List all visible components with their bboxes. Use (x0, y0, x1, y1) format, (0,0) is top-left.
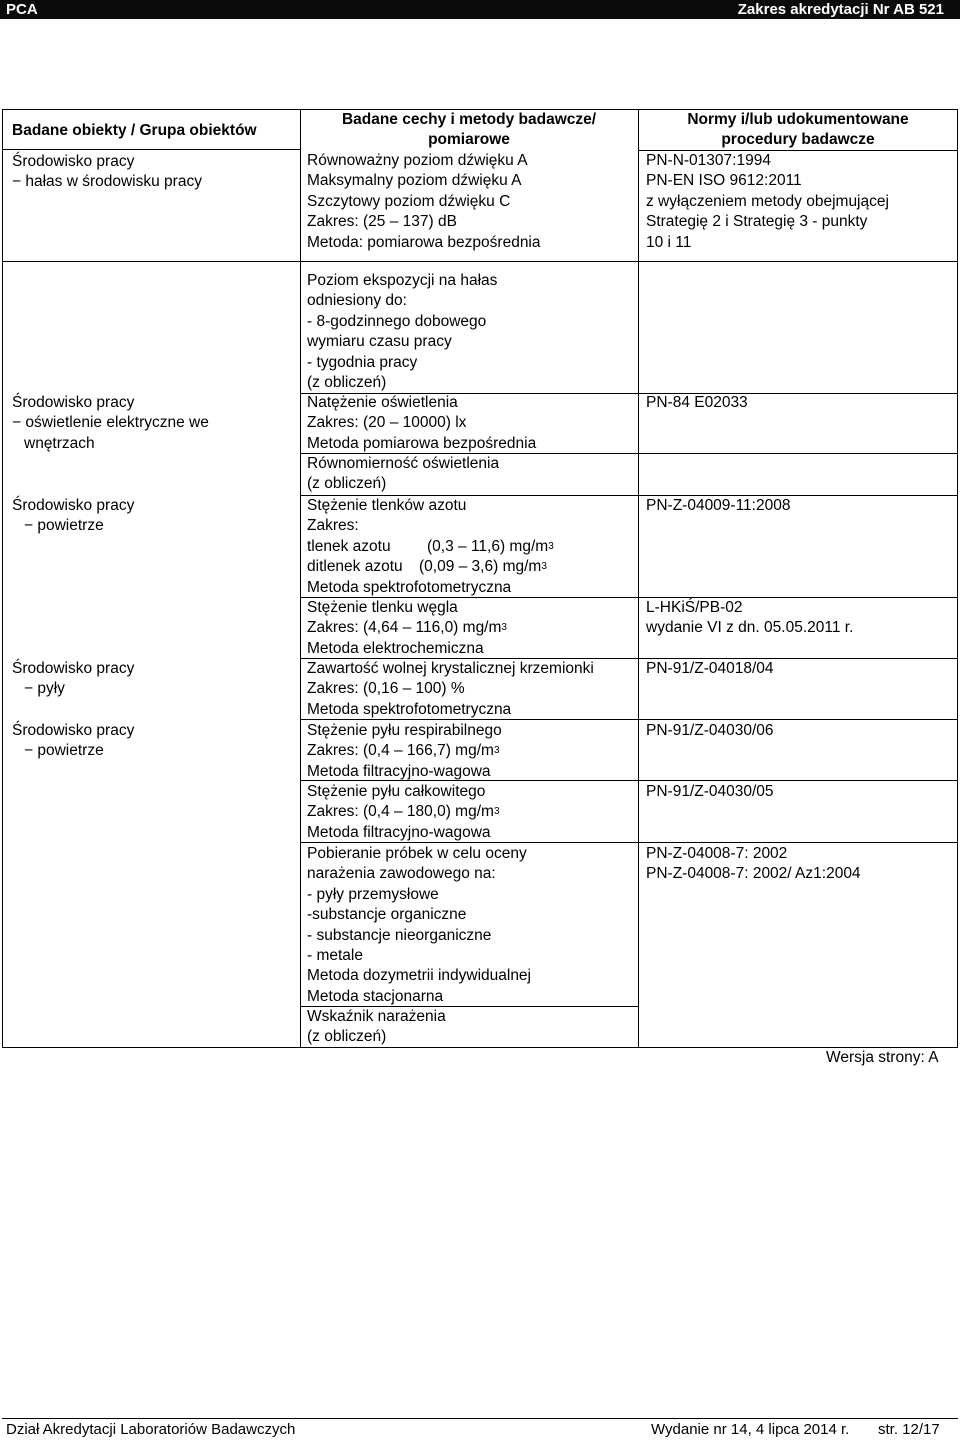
method-nitrogen-oxides: Stężenie tlenków azotu Zakres: tlenek azotu (0,3 – 11,6) $mg/m^3$ ditlenek azotu (0,09 – 3,6) $mg/m^3$ Metoda spektrofotometryczna (307, 497, 554, 596)
norm-total-dust: PN-91/Z-04030/05 (646, 783, 774, 800)
table-border (957, 109, 958, 1048)
norm-illuminance: PN-84 E02033 (646, 394, 748, 411)
table-border (300, 109, 301, 1048)
table-border (2, 109, 3, 1048)
norm-respirable-dust: PN-91/Z-04030/06 (646, 722, 774, 739)
org-short-name: PCA (6, 1, 38, 18)
table-border (2, 149, 300, 150)
method-noise: Równoważny poziom dźwięku A Maksymalny poziom dźwięku A Szczytowy poziom dźwięku C Zakres: (25 – 137) dB Metoda: pomiarowa bezpośrednia (307, 152, 541, 251)
method-sampling: Pobieranie próbek w celu oceny narażenia zawodowego na: - pyły przemysłowe -substancje organiczne - substancje nieorganiczne - metale Metoda dozymetrii indywidualnej Metoda stacjonarna (307, 845, 532, 1005)
method-carbon-monoxide: Stężenie tlenku węgla Zakres: (4,64 – 116,0) $mg/m^3$ Metoda elektrochemiczna (307, 599, 507, 657)
norm-sampling: PN-Z-04008-7: 2002 PN-Z-04008-7: 2002/ Az1:2004 (646, 845, 861, 883)
object-dust: Środowisko pracy − pyły (12, 660, 135, 698)
method-noise-exposure: Poziom ekspozycji na hałas odniesiony do: - 8-godzinnego dobowego wymiaru czasu pracy - tygodnia pracy (z obliczeń) (307, 272, 498, 392)
norm-silica: PN-91/Z-04018/04 (646, 660, 774, 677)
document-header-bar (0, 0, 960, 19)
method-uniformity: Równomierność oświetlenia (z obliczeń) (307, 455, 500, 493)
header-objects: Badane obiekty / Grupa obiektów (12, 122, 257, 139)
footer-organization: Dział Akredytacji Laboratoriów Badawczych (6, 1421, 296, 1438)
norm-noise: PN-N-01307:1994 PN-EN ISO 9612:2011 z wyłączeniem metody obejmującej Strategię 2 i Strategię 3 - punkty 10 i 11 (646, 152, 889, 251)
norm-nitrogen-oxides: PN-Z-04009-11:2008 (646, 497, 791, 514)
page-version: Wersja strony: A (826, 1049, 939, 1066)
footer-edition: Wydanie nr 14, 4 lipca 2014 r. (651, 1421, 850, 1438)
header-norms: Normy i/lub udokumentowane procedury badawcze (687, 111, 909, 149)
method-exposure-index: Wskaźnik narażenia (z obliczeń) (307, 1008, 446, 1046)
object-air: Środowisko pracy − powietrze (12, 497, 135, 535)
method-illuminance: Natężenie oświetlenia Zakres: (20 – 10000) lx Metoda pomiarowa bezpośrednia (307, 394, 537, 452)
object-noise: Środowisko pracy − hałas w środowisku pracy (12, 153, 202, 191)
footer-page-number: str. 12/17 (878, 1421, 940, 1438)
table-border (2, 261, 958, 262)
table-border (638, 109, 639, 1048)
footer-divider (2, 1418, 958, 1419)
method-respirable-dust: Stężenie pyłu respirabilnego Zakres: (0,4 – 166,7) $mg/m^3$ Metoda filtracyjno-wagowa (307, 722, 502, 780)
method-total-dust: Stężenie pyłu całkowitego Zakres: (0,4 – 180,0) $mg/m^3$ Metoda filtracyjno-wagowa (307, 783, 500, 841)
document-title: Zakres akredytacji Nr AB 521 (737, 1, 944, 18)
object-air-sampling: Środowisko pracy − powietrze (12, 722, 135, 760)
method-silica: Zawartość wolnej krystalicznej krzemionki Zakres: (0,16 – 100) % Metoda spektrofotometryczna (307, 660, 594, 718)
header-methods: Badane cechy i metody badawcze/ pomiarowe (341, 111, 597, 149)
norm-carbon-monoxide: L-HKiŚ/PB-02 wydanie VI z dn. 05.05.2011 r. (646, 599, 854, 637)
object-lighting: Środowisko pracy − oświetlenie elektryczne we wnętrzach (12, 394, 209, 452)
